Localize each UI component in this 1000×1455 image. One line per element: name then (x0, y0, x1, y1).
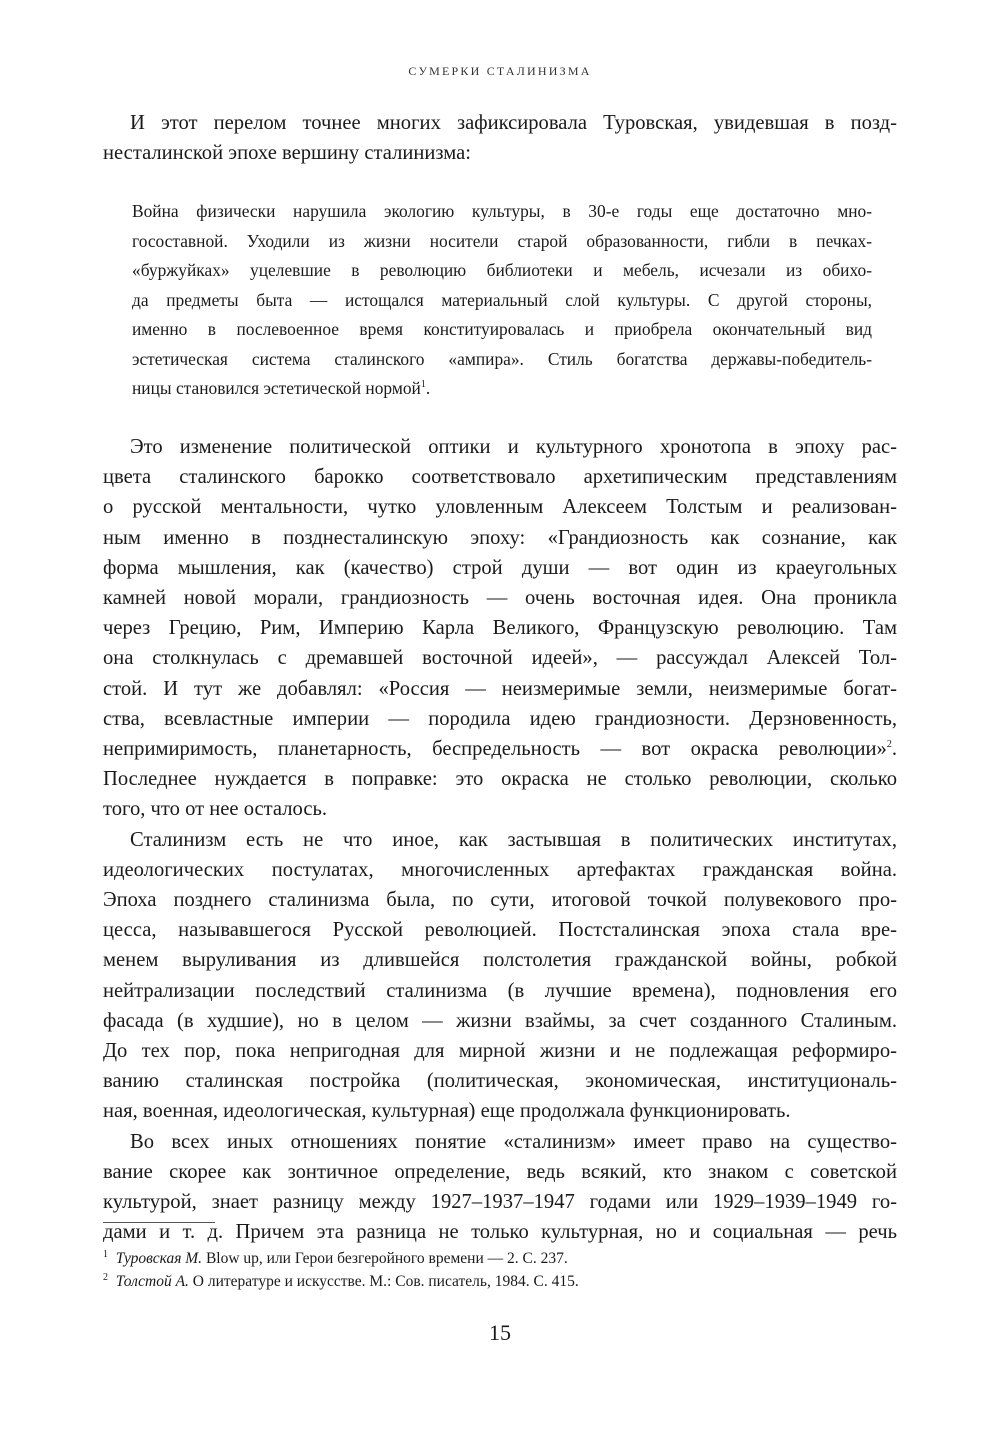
text-line: камней новой морали, грандиозность — очень восточная идея. Она проникла (103, 587, 897, 610)
footnote-number: 2 (103, 1271, 108, 1283)
text-line: До тех пор, пока непригодная для мирной жизни и не подлежащая реформиро- (103, 1040, 897, 1063)
text-line: культурой, знает разницу между 1927–1937–1947 годами или 1929–1939–1949 го- (103, 1191, 897, 1214)
text-line: несталинской эпохе вершину сталинизма: (103, 142, 472, 165)
page-number: 15 (489, 1320, 511, 1345)
footnote-text: Blow up, или Герои безгеройного времени — 2. С. 237. (202, 1250, 568, 1267)
quote-line: «буржуйках» уцелевшие в революцию библиотеки и мебель, исчезали из обихо- (132, 260, 872, 280)
text-line: о русской ментальности, чутко уловленным Алексеем Толстым и реализован- (103, 496, 897, 519)
footnote-author: Туровская М. (115, 1250, 203, 1267)
text-line-text: непримиримость, планетарность, беспредельность — вот окраска революции» (103, 738, 887, 761)
text-line: И этот перелом точнее многих зафиксировала Туровская, увидевшая в позд- (130, 112, 897, 134)
text-line: цвета сталинского барокко соответствовало архетипическим представлениям (103, 466, 897, 489)
quote-line: да предметы быта — истощался материальный слой культуры. С другой стороны, (132, 289, 872, 310)
text-line: того, что от нее осталось. (103, 798, 327, 821)
footnote-ref[interactable]: 1 (420, 379, 426, 391)
text-line: Сталинизм есть не что иное, как застывшая в политических институтах, (130, 828, 897, 851)
running-header: СУМЕРКИ СТАЛИНИЗМА (408, 64, 592, 78)
quote-line-text: ницы становился эстетической нормой (132, 378, 421, 398)
footnote-text: О литературе и искусстве. М.: Сов. писатель, 1984. С. 415. (188, 1273, 579, 1290)
quote-line: госоставной. Уходили из жизни носители старой образованности, гибли в печках- (132, 230, 872, 251)
text-line: форма мышления, как (качество) строй души — вот один из краеугольных (103, 556, 897, 579)
footnote-1 (103, 1247, 568, 1270)
text-line: идеологических постулатах, многочисленных артефактах гражданская война. (103, 858, 897, 881)
text-line: менем выруливания из длившейся полстолетия гражданской войны, робкой (103, 949, 897, 972)
text-line: Это изменение политической оптики и культурного хронотопа в эпоху рас- (130, 436, 897, 458)
text-line: цесса, называвшегося Русской революцией. Постсталинская эпоха стала вре- (103, 919, 897, 942)
text-line: ства, всевластные империи — породила идею грандиозности. Дерзновенность, (103, 707, 897, 730)
text-line: ванию сталинская постройка (политическая, экономическая, институциональ- (103, 1070, 897, 1093)
block-quote (132, 197, 872, 404)
footnote-number: 1 (103, 1248, 108, 1260)
text-line: нейтрализации последствий сталинизма (в лучшие времена), подновления его (103, 979, 897, 1002)
text-line: фасада (в худшие), но в целом — жизни взаймы, за счет созданного Сталиным. (103, 1009, 897, 1032)
text-line: Эпоха позднего сталинизма была, по сути, итоговой точкой полувекового про- (103, 889, 897, 912)
footnote-divider (103, 1222, 215, 1223)
text-line: дами и т. д. Причем эта разница не только культурная, но и социальная — речь (103, 1221, 897, 1244)
text-line: вание скорее как зонтичное определение, ведь всякий, кто знаком с советской (103, 1160, 897, 1183)
quote-line: эстетическая система сталинского «ампира». Стиль богатства державы-победитель- (132, 348, 872, 369)
text-line: Последнее нуждается в поправке: это окраска не столько революции, сколько (103, 768, 897, 791)
text-line: непримиримость, планетарность, беспредельность — вот окраска революции»$^2$. (103, 738, 897, 761)
footnote-2 (103, 1270, 579, 1293)
text-line: Во всех иных отношениях понятие «сталинизм» имеет право на существо- (130, 1130, 897, 1153)
intro-paragraph (103, 108, 897, 168)
text-line: через Грецию, Рим, Империю Карла Великого, Французскую революцию. Там (103, 617, 897, 640)
quote-line: ницы становился эстетической нормой$^1$. (132, 378, 431, 398)
text-line: стой. И тут же добавлял: «Россия — неизмеримые земли, неизмеримые богат- (103, 677, 897, 700)
footnote-author: Толстой А. (115, 1273, 189, 1290)
quote-line: именно в послевоенное время конституировалась и приобрела окончательный вид (132, 319, 872, 339)
text-line: ная, военная, идеологическая, культурная) еще продолжала функционировать. (103, 1100, 791, 1123)
footnote-ref[interactable]: 2 (886, 739, 892, 751)
main-text (103, 432, 897, 1247)
text-line: она столкнулась с дремавшей восточной идеей», — рассуждал Алексей Тол- (103, 647, 897, 670)
quote-line: Война физически нарушила экологию культуры, в 30-е годы еще достаточно мно- (132, 201, 872, 221)
text-line: ным именно в позднесталинскую эпоху: «Грандиозность как сознание, как (103, 526, 897, 549)
